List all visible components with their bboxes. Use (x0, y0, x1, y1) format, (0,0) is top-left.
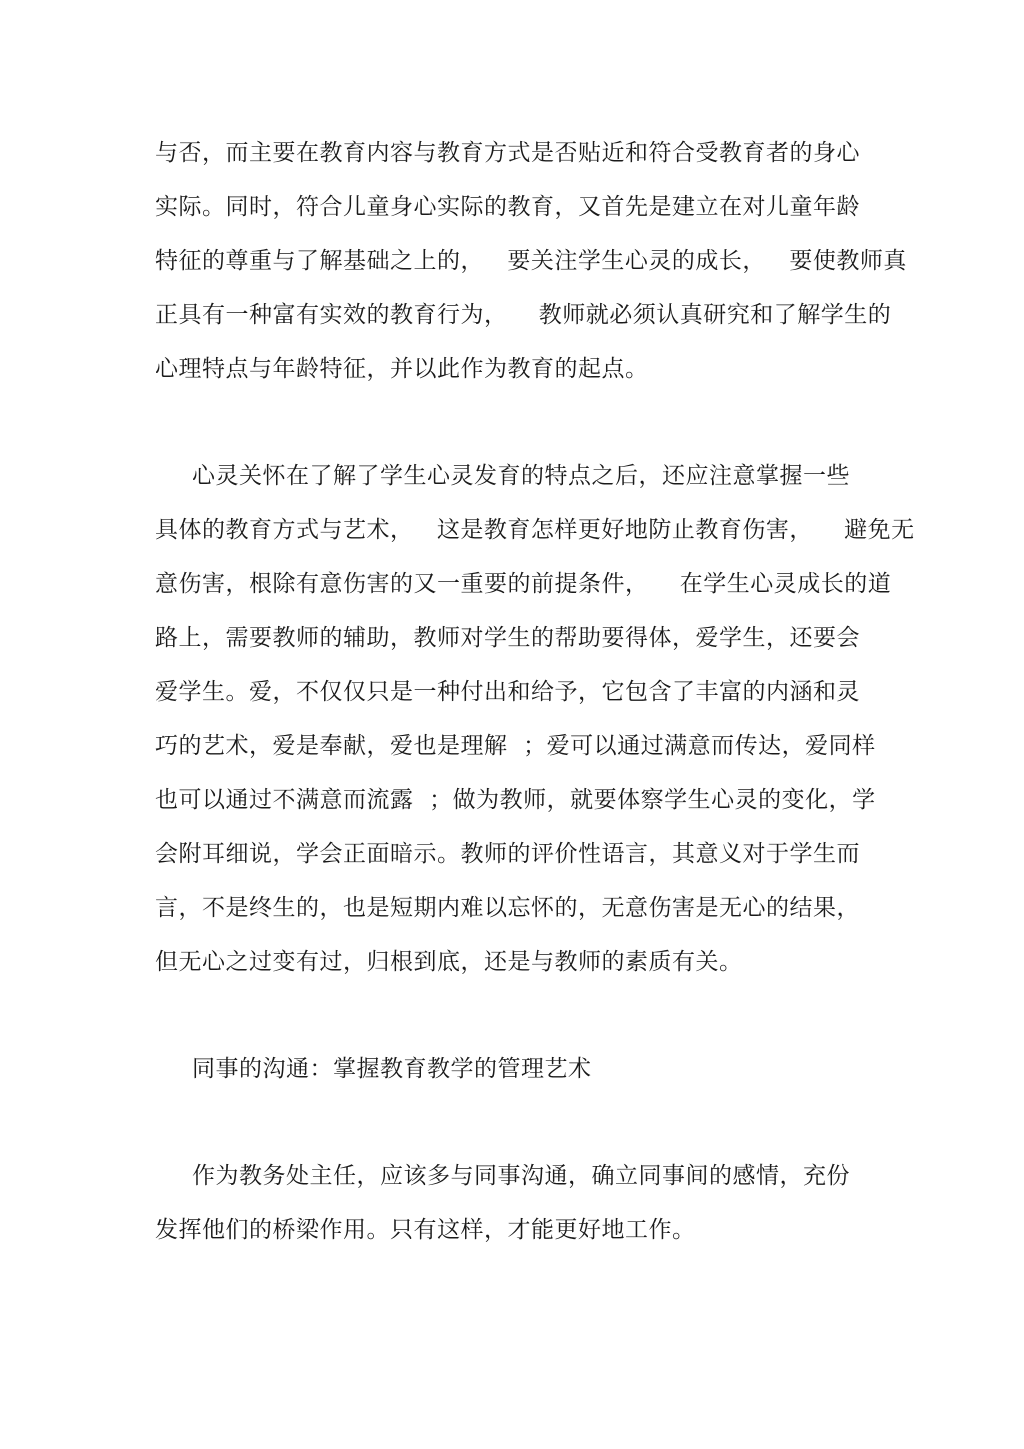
paragraph-4-line-1: 作为教务处主任，应该多与同事沟通，确立同事间的感情，充份 (192, 1163, 850, 1189)
paragraph-2-line-1: 心灵关怀在了解了学生心灵发育的特点之后，还应注意掌握一些 (192, 463, 850, 489)
section-heading: 同事的沟通：掌握教育教学的管理艺术 (192, 1056, 592, 1082)
paragraph-2-line-4: 路上，需要教师的辅助，教师对学生的帮助要得体，爱学生，还要会 (155, 625, 860, 651)
paragraph-1-line-3: 特征的尊重与了解基础之上的， 要关注学生心灵的成长， 要使教师真 (155, 248, 907, 274)
paragraph-4-line-2: 发挥他们的桥梁作用。只有这样，才能更好地工作。 (155, 1217, 696, 1243)
paragraph-2-line-9: 言，不是终生的，也是短期内难以忘怀的，无意伤害是无心的结果， (155, 895, 860, 921)
paragraph-1-line-2: 实际。同时，符合儿童身心实际的教育，又首先是建立在对儿童年龄 (155, 194, 860, 220)
paragraph-2-line-8: 会附耳细说，学会正面暗示。教师的评价性语言，其意义对于学生而 (155, 841, 860, 867)
paragraph-1-line-5: 心理特点与年龄特征，并以此作为教育的起点。 (155, 356, 649, 382)
paragraph-1-line-4: 正具有一种富有实效的教育行为， 教师就必须认真研究和了解学生的 (155, 302, 892, 328)
paragraph-2-line-7: 也可以通过不满意而流露 ；做为教师，就要体察学生心灵的变化，学 (155, 787, 876, 813)
paragraph-2-line-2: 具体的教育方式与艺术， 这是教育怎样更好地防止教育伤害， 避免无 (155, 517, 915, 543)
paragraph-1-line-1: 与否，而主要在教育内容与教育方式是否贴近和符合受教育者的身心 (155, 140, 860, 166)
paragraph-2-line-5: 爱学生。爱，不仅仅只是一种付出和给予，它包含了丰富的内涵和灵 (155, 679, 860, 705)
paragraph-2-line-3: 意伤害，根除有意伤害的又一重要的前提条件， 在学生心灵成长的道 (155, 571, 892, 597)
paragraph-2-line-6: 巧的艺术，爱是奉献，爱也是理解 ；爱可以通过满意而传达，爱同样 (155, 733, 876, 759)
paragraph-2-line-10: 但无心之过变有过，归根到底，还是与教师的素质有关。 (155, 949, 743, 975)
